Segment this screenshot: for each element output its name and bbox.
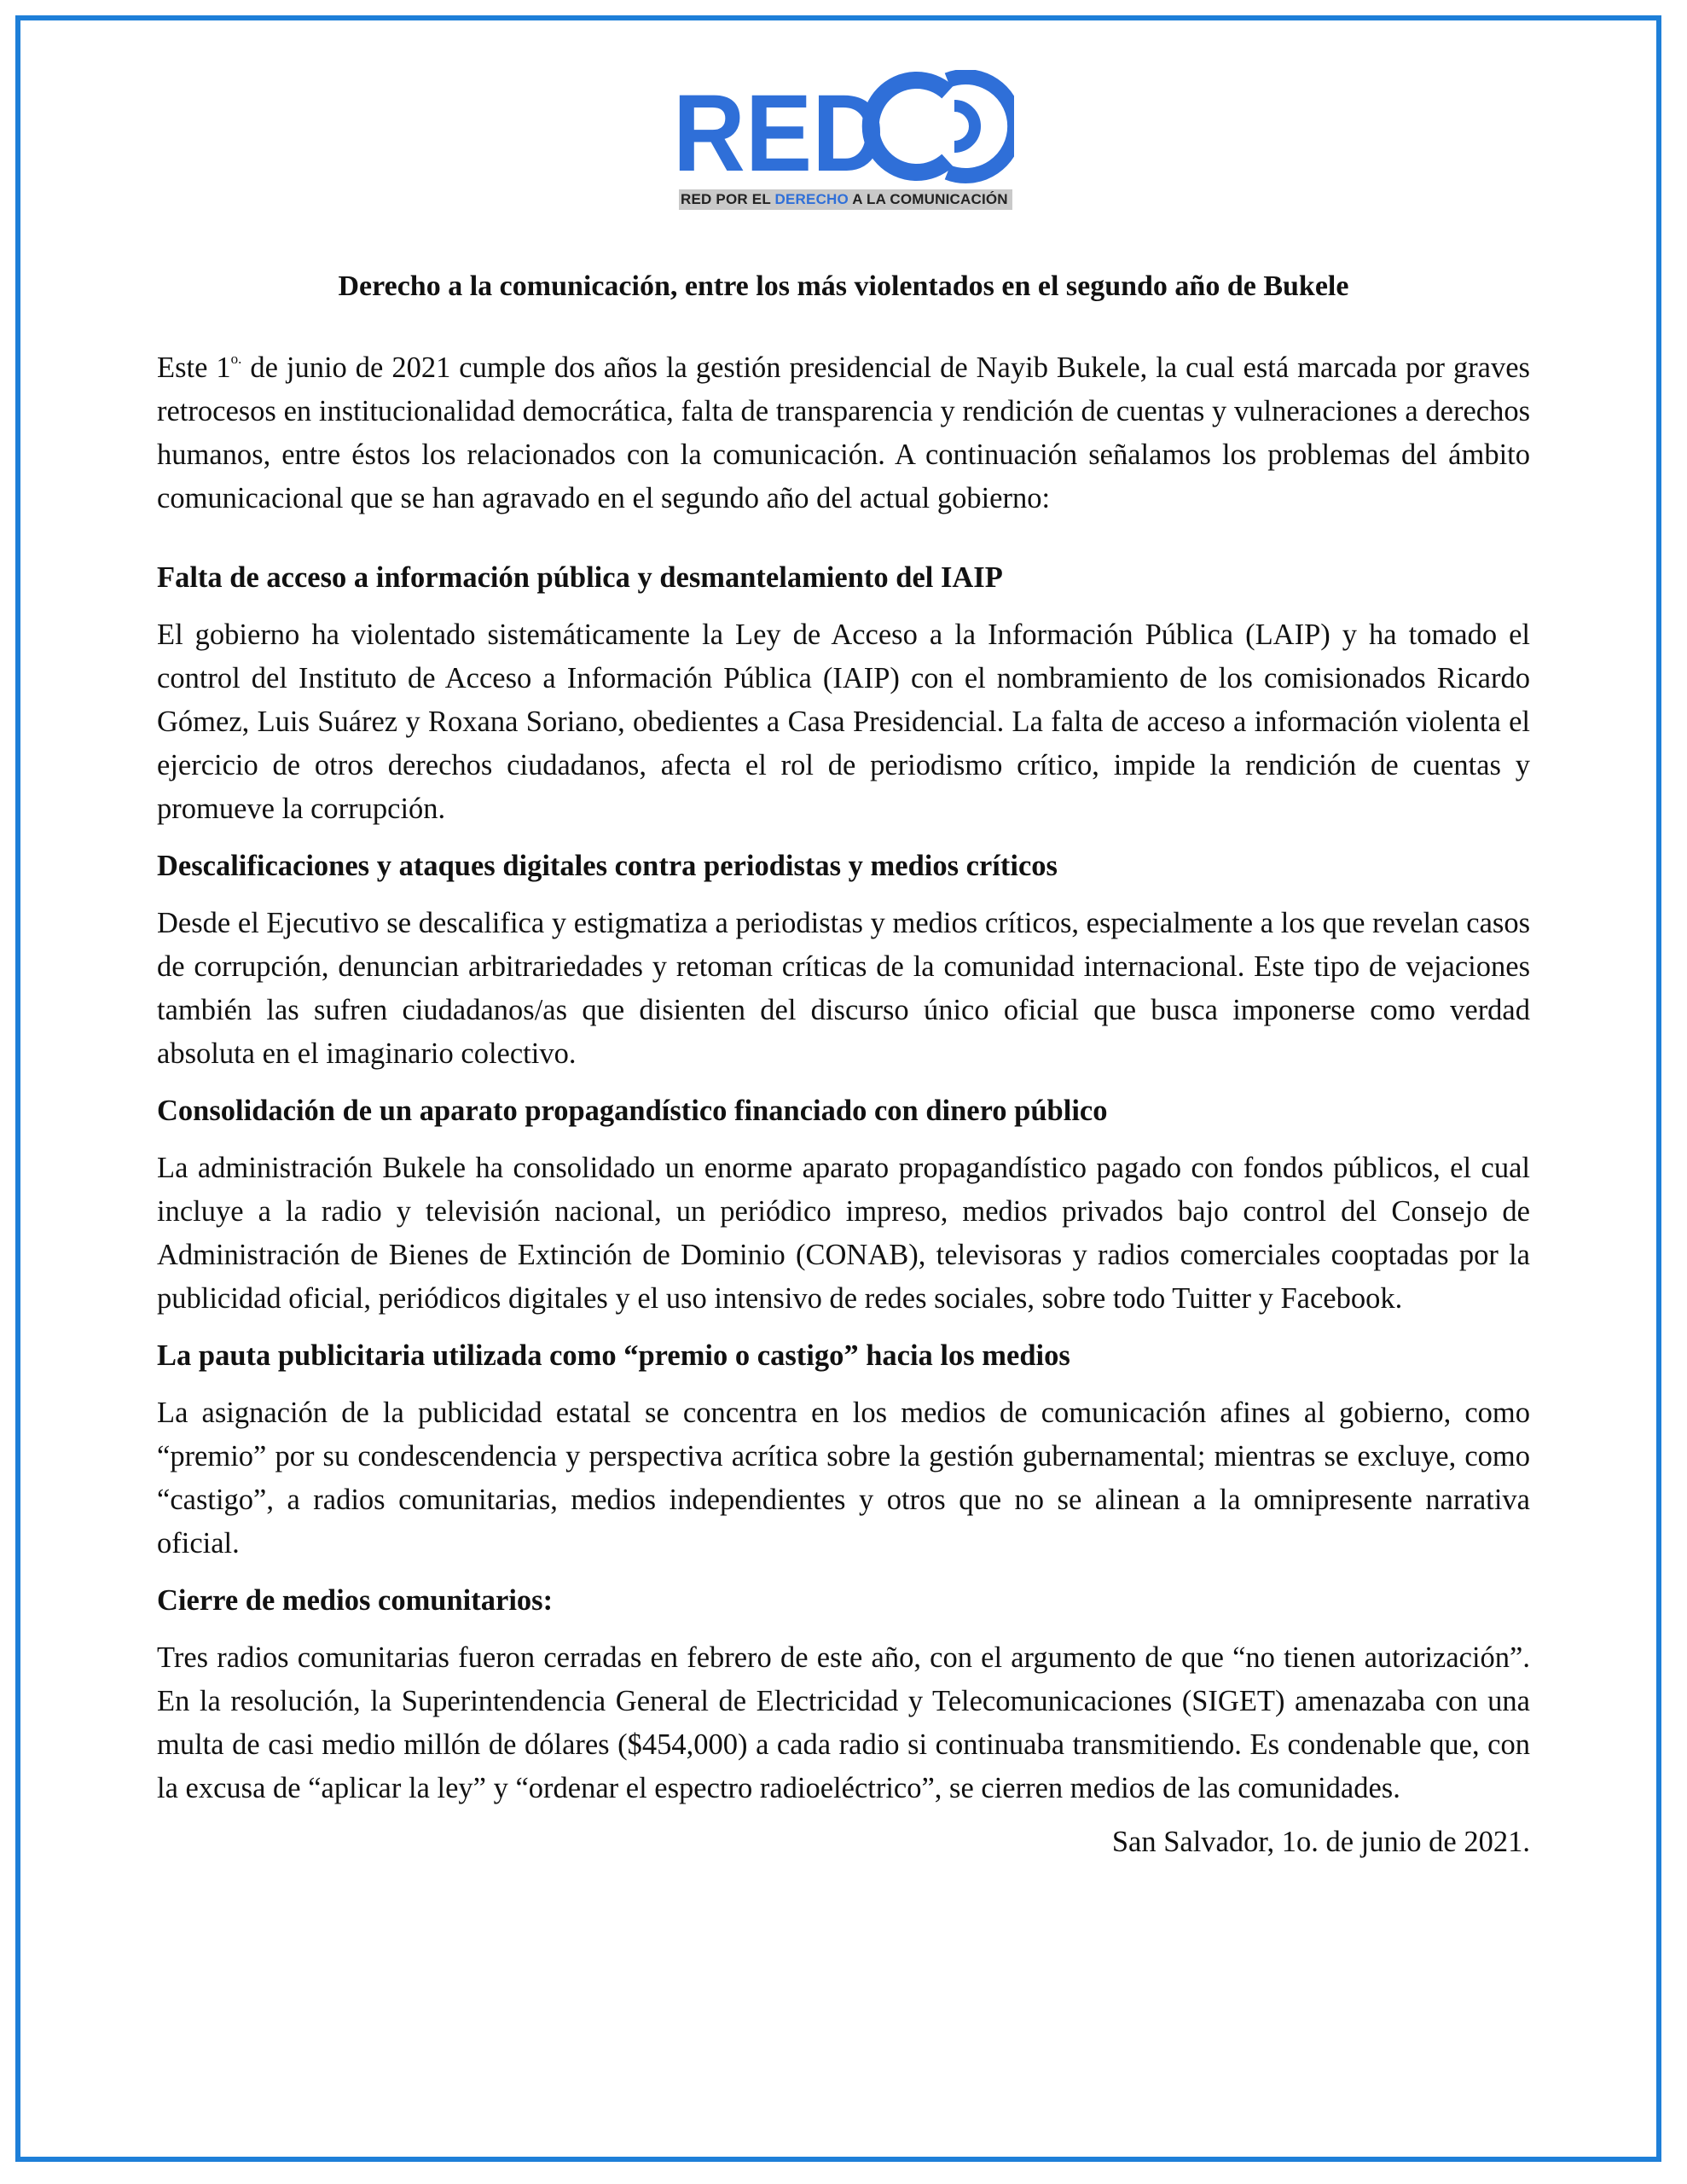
section-heading-iaip: Falta de acceso a información pública y desmantelamiento del IAIP bbox=[157, 561, 1003, 594]
section-heading-ataques: Descalificaciones y ataques digitales contra periodistas y medios críticos bbox=[157, 850, 1058, 882]
section-heading-cierre: Cierre de medios comunitarios: bbox=[157, 1584, 554, 1617]
section-body-cierre: Tres radios comunitarias fueron cerradas en febrero de este año, con el argumento de que “no tienen autorización”. En la resolución, la Superintendencia General de Electricidad y Telecomunicaciones (SIGET) amenazaba con una multa de casi medio millón de dólares ($454,000) a cada radio si continuaba transmitiendo. Es condenable que, con la excusa de “aplicar la ley” y “ordenar el espectro radioeléctrico”, se cierren medios de las comunidades. bbox=[157, 1641, 1530, 1804]
document-title: Derecho a la comunicación, entre los más violentados en el segundo año de Bukele bbox=[338, 270, 1349, 302]
tagline-accent: DERECHO bbox=[774, 191, 849, 207]
section-body-pauta: La asignación de la publicidad estatal se concentra en los medios de comunicación afines al gobierno, como “premio” por su condescendencia y perspectiva acrítica sobre la gestión gubernamental; mientras se excluye, como “castigo”, a radios comunitarias, medios independientes y otros que no se alinean a la omnipresente narrativa oficial. bbox=[157, 1397, 1530, 1560]
intro-paragraph bbox=[157, 346, 1530, 520]
logo-tagline bbox=[679, 189, 1012, 210]
intro-rest: de junio de 2021 cumple dos años la gestión presidencial de Nayib Bukele, la cual está marcada por graves retrocesos en institucionalidad democrática, falta de transparencia y rendición de cuentas y vulneraciones a derechos humanos, entre éstos los relacionados con la comunicación. A continuación señalamos los problemas del ámbito comunicacional que se han agravado en el segundo año del actual gobierno: bbox=[157, 351, 1530, 514]
section-body-iaip: El gobierno ha violentado sistemáticamente la Ley de Acceso a la Información Pública (LAIP) y ha tomado el control del Instituto de Acceso a Información Pública (IAIP) con el nombramiento de los comisionados Ricardo Gómez, Luis Suárez y Roxana Soriano, obedientes a Casa Presidencial. La falta de acceso a información violenta el ejercicio de otros derechos ciudadanos, afecta el rol de periodismo crítico, impide la rendición de cuentas y promueve la corrupción. bbox=[157, 619, 1530, 825]
signoff-date: San Salvador, 1o. de junio de 2021. bbox=[1111, 1826, 1530, 1858]
section-body-propaganda: La administración Bukele ha consolidado un enorme aparato propagandístico pagado con fondos públicos, el cual incluye a la radio y televisión nacional, un periódico impreso, medios privados bajo control del Consejo de Administración de Bienes de Extinción de Dominio (CONAB), televisoras y radios comerciales cooptadas por la publicidad oficial, periódicos digitales y el uso intensivo de redes sociales, sobre todo Tuitter y Facebook. bbox=[157, 1152, 1530, 1315]
redco-logo bbox=[0, 70, 1687, 185]
svg-text:RED: RED bbox=[673, 73, 884, 185]
intro-lead: Este 1 bbox=[157, 351, 231, 384]
intro-ordinal: o. bbox=[230, 351, 242, 367]
redco-wordmark-image bbox=[673, 70, 1014, 185]
tagline-part2: A LA COMUNICACIÓN bbox=[852, 191, 1008, 207]
section-heading-propaganda: Consolidación de un aparato propagandístico financiado con dinero público bbox=[157, 1095, 1108, 1127]
section-heading-pauta: La pauta publicitaria utilizada como “premio o castigo” hacia los medios bbox=[157, 1339, 1070, 1372]
section-body-ataques: Desde el Ejecutivo se descalifica y estigmatiza a periodistas y medios críticos, especialmente a los que revelan casos de corrupción, denuncian arbitrariedades y retoman críticas de la comunidad internacional. Este tipo de vejaciones también las sufren ciudadanos/as que disienten del discurso único oficial que busca imponerse como verdad absoluta en el imaginario colectivo. bbox=[157, 907, 1530, 1070]
tagline-part1: RED POR EL bbox=[681, 191, 771, 207]
document-body bbox=[157, 263, 1530, 1864]
